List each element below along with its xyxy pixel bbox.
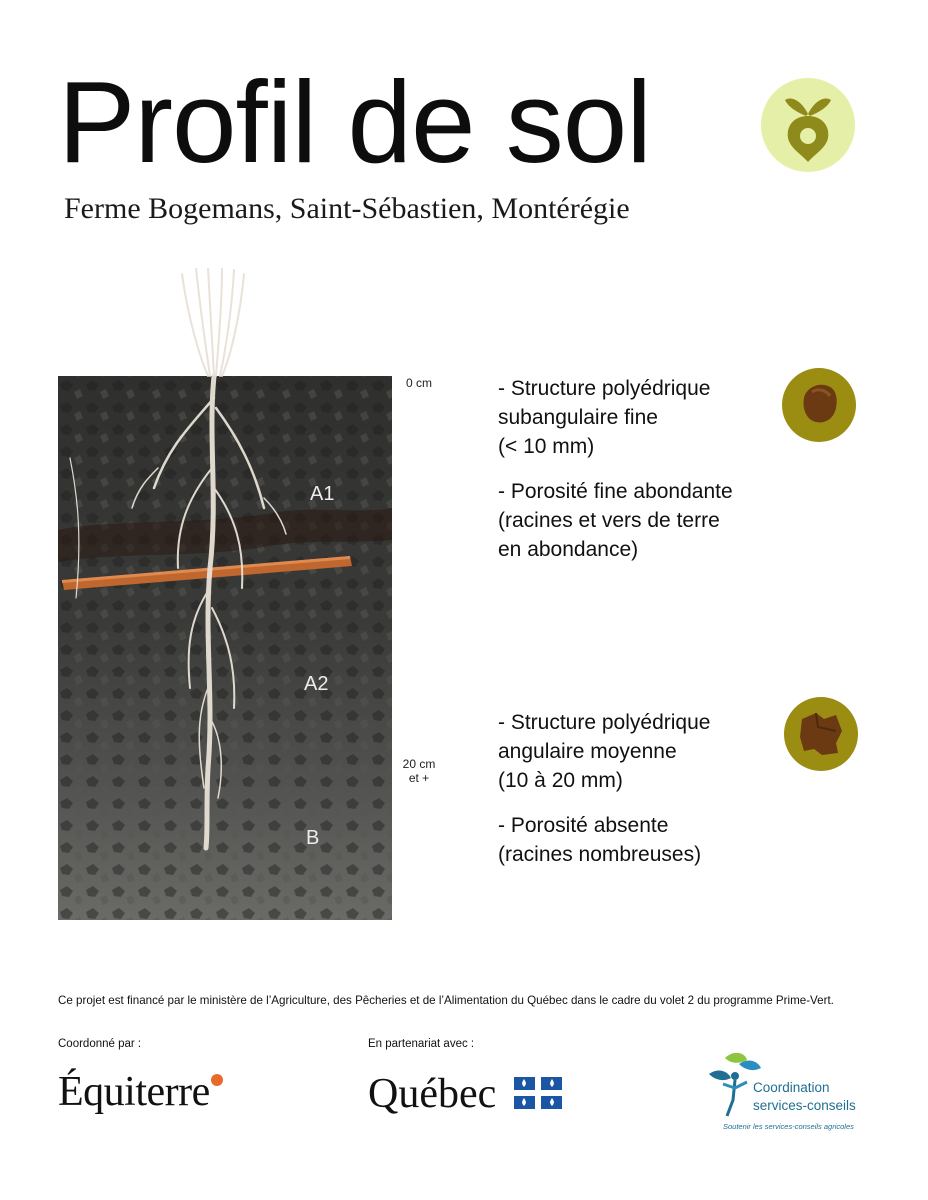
depth-bottom-line1: 20 cm (402, 757, 436, 771)
coordination-services-conseils-logo (705, 1050, 865, 1135)
angular-aggregate-icon (784, 697, 858, 771)
depth-top-marker: 0 cm (405, 376, 432, 390)
depth-bottom-line2: et + (408, 771, 430, 785)
quebec-logo: Québec (368, 1071, 497, 1117)
fleurdelise-flag-icon (514, 1077, 562, 1109)
subangular-aggregate-icon (782, 368, 856, 442)
horizon-label-b: B (306, 827, 320, 849)
beet-icon (761, 78, 855, 172)
horizon-a1-description (498, 374, 733, 564)
horizon-label-a1: A1 (310, 483, 335, 505)
horizon-label-a2: A2 (304, 673, 329, 695)
a2-porosity-text: - Porosité absente (racines nombreuses) (498, 814, 702, 866)
a1-porosity-text: - Porosité fine abondante (racines et vers de terre en abondance) (498, 480, 733, 561)
csc-name-line2: services-conseils (753, 1098, 856, 1113)
soil-profile-photo (58, 268, 392, 920)
partnership-label: En partenariat avec : (368, 1038, 475, 1050)
a2-structure-text: - Structure polyédrique angulaire moyenne (10 à 20 mm) (498, 711, 711, 792)
horizon-a2-b-description (498, 708, 710, 869)
depth-bottom-marker (396, 757, 442, 785)
equiterre-wordmark: Équiterre (58, 1069, 210, 1115)
page-title: Profil de sol (58, 57, 652, 187)
farm-location: Ferme Bogemans, Saint-Sébastien, Montérégie (64, 192, 630, 225)
equiterre-dot-icon (211, 1074, 223, 1086)
funding-note: Ce projet est financé par le ministère de l’Agriculture, des Pêcheries et de l’Alimentation du Québec dans le cadre du volet 2 du programme Prime-Vert. (58, 994, 834, 1007)
csc-tagline: Soutenir les services-conseils agricoles (723, 1122, 854, 1131)
coordinated-by-label: Coordonné par : (58, 1038, 142, 1050)
equiterre-logo (58, 1068, 223, 1116)
a1-structure-text: - Structure polyédrique subangulaire fine (< 10 mm) (498, 377, 711, 458)
csc-name-line1: Coordination (753, 1080, 830, 1095)
